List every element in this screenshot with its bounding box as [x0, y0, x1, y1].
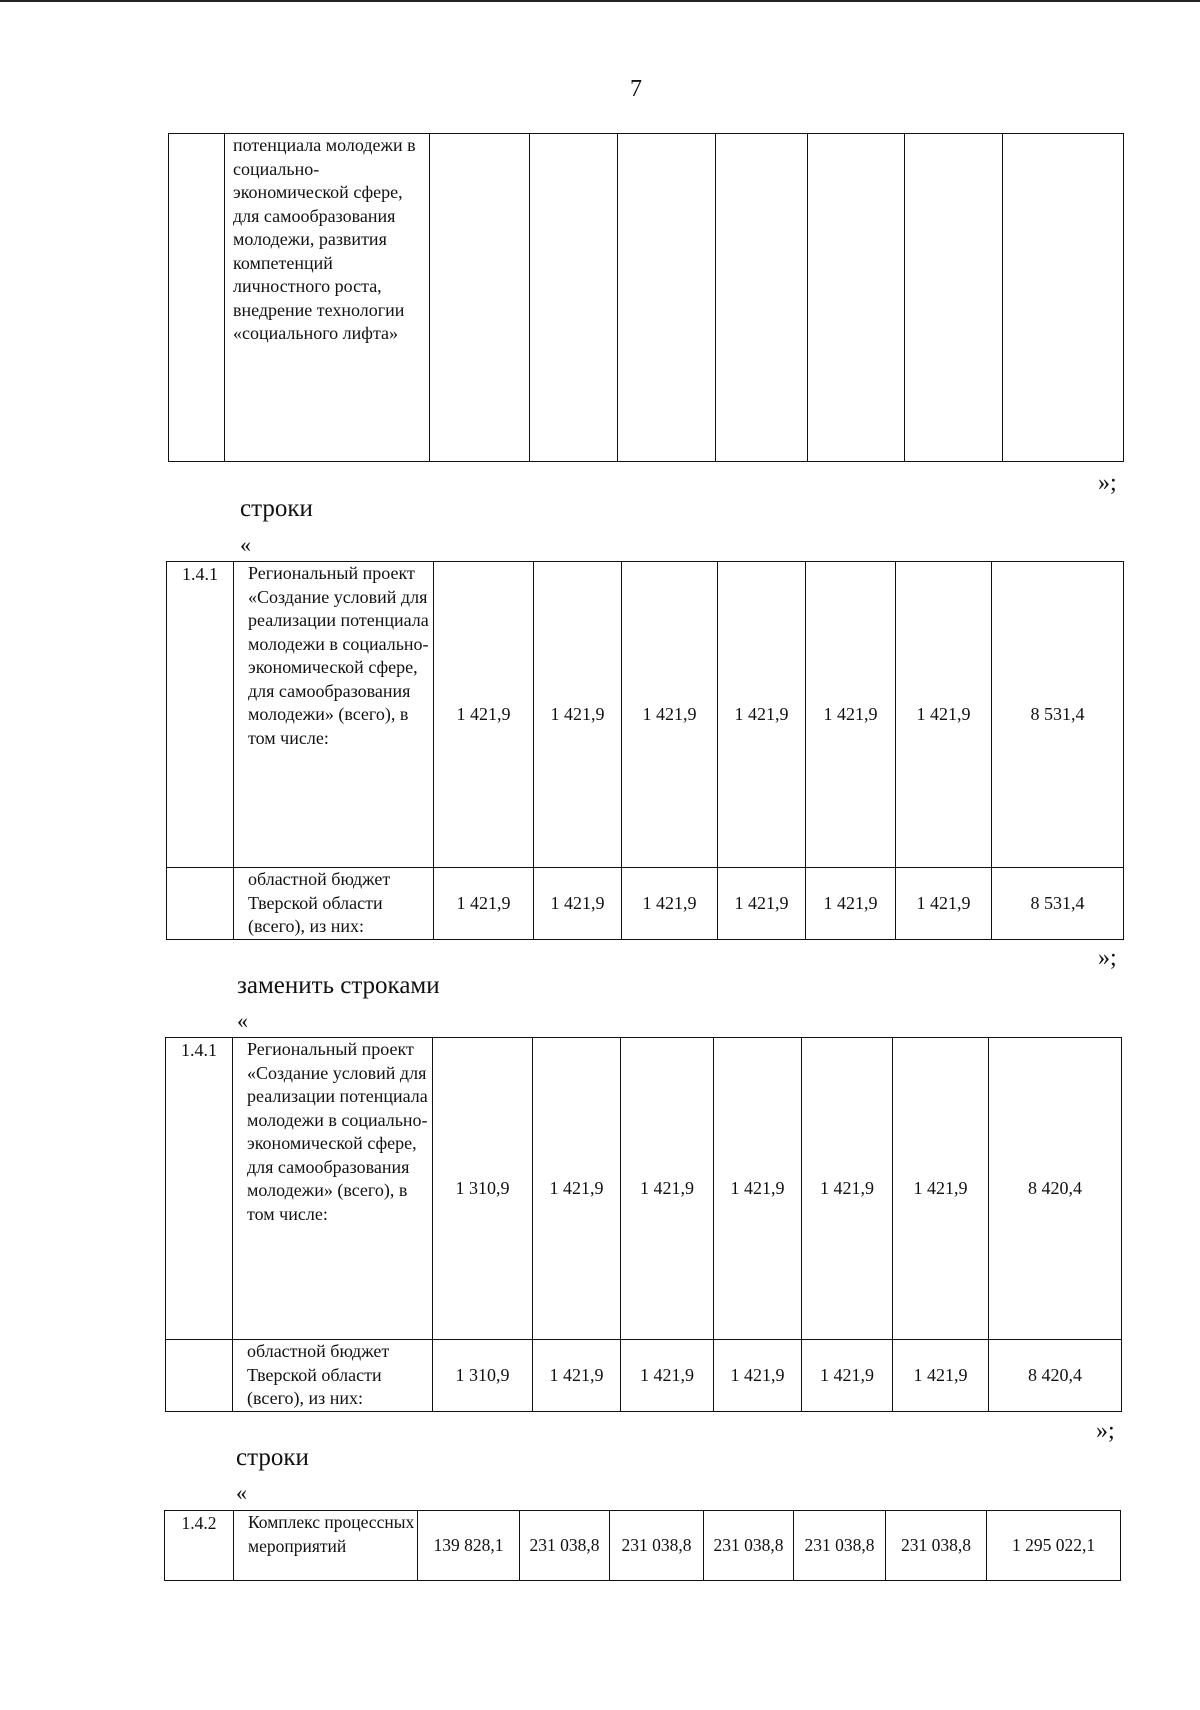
value-cell: 1 421,9 — [714, 1038, 802, 1340]
value-cell — [808, 134, 905, 462]
description-cell: Региональный проект «Создание условий для реализации потенциала молодежи в социально-экономической сфере, для самообразования молодежи» (всего), в том числе: — [234, 562, 434, 868]
value-cell: 1 421,9 — [533, 1340, 621, 1412]
total-cell: 8 420,4 — [989, 1340, 1122, 1412]
total-cell: 1 295 022,1 — [987, 1511, 1121, 1581]
next-rows-table — [164, 1510, 1121, 1581]
value-cell: 1 421,9 — [622, 562, 718, 868]
value-cell: 1 421,9 — [434, 562, 534, 868]
value-cell — [618, 134, 716, 462]
total-cell: 8 531,4 — [992, 562, 1124, 868]
page-top-border — [0, 0, 1200, 2]
code-cell — [167, 868, 234, 940]
value-cell: 1 421,9 — [434, 868, 534, 940]
total-cell: 8 531,4 — [992, 868, 1124, 940]
value-cell: 1 421,9 — [802, 1038, 893, 1340]
code-cell — [166, 1340, 233, 1412]
value-cell: 231 038,8 — [520, 1511, 610, 1581]
original-rows-table — [166, 561, 1124, 940]
value-cell: 231 038,8 — [794, 1511, 886, 1581]
closing-quote-mark: »; — [1096, 1418, 1115, 1444]
replacement-rows-table — [165, 1037, 1122, 1412]
value-cell: 139 828,1 — [418, 1511, 520, 1581]
value-cell: 1 310,9 — [433, 1340, 533, 1412]
value-cell: 1 421,9 — [534, 868, 622, 940]
continuation-table — [168, 133, 1124, 462]
value-cell: 1 421,9 — [534, 562, 622, 868]
code-cell: 1.4.2 — [165, 1511, 234, 1581]
value-cell: 231 038,8 — [610, 1511, 704, 1581]
description-cell: Комплекс процессных мероприятий — [234, 1511, 418, 1581]
description-cell: потенциала молодежи в социально-экономической сфере, для самообразования молодежи, развития компетенций личностного роста, внедрение технологии «социального лифта» — [225, 134, 430, 462]
table-row — [166, 1038, 1122, 1340]
value-cell — [716, 134, 808, 462]
value-cell: 231 038,8 — [886, 1511, 987, 1581]
table-row — [167, 562, 1124, 868]
description-cell: областной бюджет Тверской области (всего), из них: — [233, 1340, 433, 1412]
value-cell: 1 421,9 — [806, 562, 896, 868]
closing-quote-mark: »; — [1098, 470, 1117, 496]
value-cell — [1003, 134, 1124, 462]
value-cell: 1 421,9 — [621, 1038, 714, 1340]
opening-quote-mark: « — [237, 1008, 248, 1033]
section-label-rows: строки — [236, 1444, 309, 1471]
value-cell: 231 038,8 — [704, 1511, 794, 1581]
value-cell — [530, 134, 618, 462]
code-cell: 1.4.1 — [167, 562, 234, 868]
table-row — [169, 134, 1124, 462]
value-cell: 1 421,9 — [622, 868, 718, 940]
value-cell: 1 421,9 — [893, 1340, 989, 1412]
table-row — [165, 1511, 1121, 1581]
page-number: 7 — [630, 76, 642, 102]
value-cell: 1 421,9 — [806, 868, 896, 940]
value-cell — [905, 134, 1003, 462]
code-cell — [169, 134, 225, 462]
value-cell: 1 421,9 — [893, 1038, 989, 1340]
value-cell: 1 421,9 — [896, 868, 992, 940]
code-cell: 1.4.1 — [166, 1038, 233, 1340]
value-cell: 1 421,9 — [718, 868, 806, 940]
table-row — [167, 868, 1124, 940]
opening-quote-mark: « — [240, 532, 251, 557]
value-cell: 1 421,9 — [533, 1038, 621, 1340]
total-cell: 8 420,4 — [989, 1038, 1122, 1340]
description-cell: областной бюджет Тверской области (всего), из них: — [234, 868, 434, 940]
value-cell: 1 421,9 — [718, 562, 806, 868]
value-cell: 1 421,9 — [802, 1340, 893, 1412]
value-cell: 1 421,9 — [621, 1340, 714, 1412]
opening-quote-mark: « — [236, 1480, 247, 1505]
section-label-replace: заменить строками — [237, 972, 440, 999]
table-row — [166, 1340, 1122, 1412]
value-cell: 1 310,9 — [433, 1038, 533, 1340]
description-cell: Региональный проект «Создание условий для реализации потенциала молодежи в социально-экономической сфере, для самообразования молодежи» (всего), в том числе: — [233, 1038, 433, 1340]
value-cell: 1 421,9 — [896, 562, 992, 868]
section-label-rows: строки — [240, 495, 313, 522]
closing-quote-mark: »; — [1098, 945, 1117, 971]
value-cell: 1 421,9 — [714, 1340, 802, 1412]
value-cell — [430, 134, 530, 462]
